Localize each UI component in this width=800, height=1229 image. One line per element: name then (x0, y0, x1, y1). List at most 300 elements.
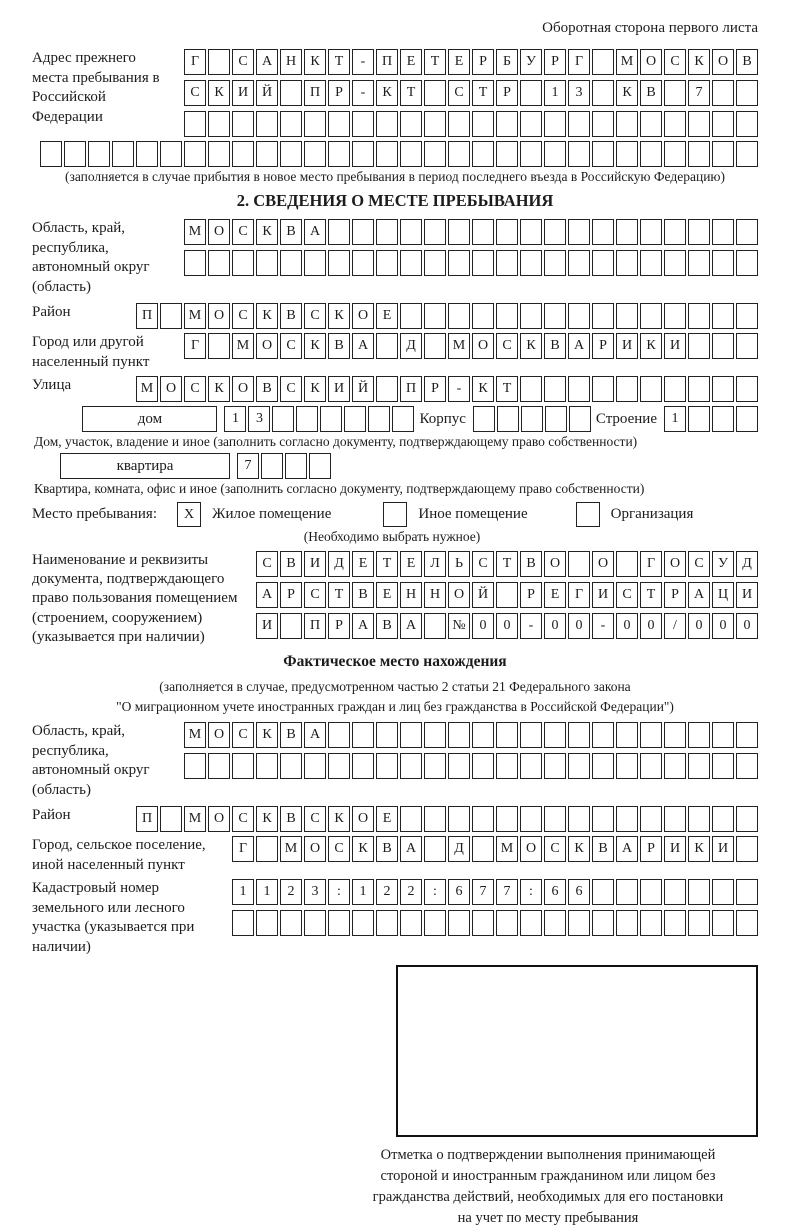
char-cell: С (304, 303, 326, 329)
char-cell: О (640, 49, 662, 75)
prev-address-row-3 (182, 111, 758, 137)
char-cell (328, 722, 350, 748)
char-cell: Е (448, 49, 470, 75)
char-cell (616, 376, 638, 402)
char-cell: И (664, 836, 686, 862)
char-cell: Р (640, 836, 662, 862)
char-cell: К (304, 333, 326, 359)
char-cell: С (688, 551, 710, 577)
char-cell (280, 111, 302, 137)
char-cell (520, 219, 542, 245)
char-cell: У (712, 551, 734, 577)
char-cell (520, 303, 542, 329)
char-cell: О (352, 303, 374, 329)
fact-oblast-row-1 (182, 722, 758, 748)
char-cell (309, 453, 331, 479)
char-cell (520, 806, 542, 832)
char-cell: М (448, 333, 470, 359)
char-cell: И (232, 80, 254, 106)
fact-oblast-field (32, 722, 758, 800)
char-cell (545, 406, 567, 432)
char-cell: О (712, 49, 734, 75)
char-cell (664, 141, 686, 167)
char-cell (664, 376, 686, 402)
char-cell (304, 111, 326, 137)
char-cell: К (256, 303, 278, 329)
gorod-field (32, 333, 758, 372)
char-cell: Е (544, 582, 566, 608)
char-cell (520, 753, 542, 779)
char-cell (400, 722, 422, 748)
char-cell: Р (520, 582, 542, 608)
section2-title: 2. СВЕДЕНИЯ О МЕСТЕ ПРЕБЫВАНИЯ (236, 191, 554, 210)
char-cell: К (328, 303, 350, 329)
char-cell: Б (496, 49, 518, 75)
char-cell (736, 376, 758, 402)
document-rows (254, 551, 758, 647)
char-cell (448, 806, 470, 832)
kadastr-row-2 (230, 910, 758, 936)
char-cell: Л (424, 551, 446, 577)
char-cell (592, 303, 614, 329)
char-cell (208, 49, 230, 75)
char-cell (472, 722, 494, 748)
char-cell (424, 303, 446, 329)
char-cell: 0 (472, 613, 494, 639)
char-cell: В (280, 806, 302, 832)
char-cell (568, 910, 590, 936)
char-cell: С (472, 551, 494, 577)
char-cell (160, 303, 182, 329)
char-cell (232, 910, 254, 936)
char-cell (736, 80, 758, 106)
char-cell (736, 406, 758, 432)
document-row-2 (254, 582, 758, 608)
char-cell: П (136, 806, 158, 832)
char-cell (664, 753, 686, 779)
checkbox-organizatsiya (576, 502, 600, 527)
char-cell: С (232, 49, 254, 75)
char-cell: 7 (237, 453, 259, 479)
char-cell (592, 753, 614, 779)
char-cell (472, 836, 494, 862)
oblast-label: Область, край, республика, автономный округ (область) (32, 220, 150, 295)
char-cell: М (232, 333, 254, 359)
char-cell (352, 250, 374, 276)
char-cell (184, 753, 206, 779)
stamp-caption-line-1: Отметка о подтверждении выполнения принимающей (380, 1147, 716, 1164)
char-cell: К (256, 806, 278, 832)
char-cell (448, 753, 470, 779)
char-cell (424, 722, 446, 748)
char-cell: С (616, 582, 638, 608)
kvartira-row (60, 453, 758, 479)
char-cell: П (304, 80, 326, 106)
char-cell (592, 141, 614, 167)
ulitsa-label: Улица (32, 377, 72, 393)
char-cell (640, 250, 662, 276)
char-cell (592, 80, 614, 106)
char-cell (544, 111, 566, 137)
char-cell (256, 250, 278, 276)
char-cell (424, 111, 446, 137)
char-cell (640, 376, 662, 402)
char-cell (472, 303, 494, 329)
char-cell (496, 219, 518, 245)
char-cell: 1 (352, 879, 374, 905)
char-cell: Е (376, 806, 398, 832)
korpus-label: Корпус (419, 411, 466, 427)
kvartira-caption: Квартира, комната, офис и иное (заполнить согласно документу, подтверждающему право собственности) (34, 481, 645, 496)
document-row-3 (254, 613, 758, 639)
fact-gorod-field (32, 836, 758, 875)
char-cell: К (208, 376, 230, 402)
char-cell (256, 836, 278, 862)
char-cell: Т (376, 551, 398, 577)
char-cell (688, 141, 710, 167)
char-cell: О (544, 551, 566, 577)
char-cell: С (304, 806, 326, 832)
char-cell: И (256, 613, 278, 639)
char-cell: Д (400, 333, 422, 359)
char-cell (640, 303, 662, 329)
char-cell: С (232, 219, 254, 245)
char-cell (616, 219, 638, 245)
char-cell (688, 250, 710, 276)
char-cell: У (520, 49, 542, 75)
oblast-row-1 (182, 219, 758, 245)
char-cell: О (472, 333, 494, 359)
char-cell: К (352, 836, 374, 862)
fact-raion-row (134, 806, 758, 832)
char-cell: О (304, 836, 326, 862)
char-cell (640, 141, 662, 167)
checkbox-inoe (383, 502, 407, 527)
char-cell (616, 879, 638, 905)
char-cell: В (520, 551, 542, 577)
char-cell: В (280, 722, 302, 748)
char-cell (736, 250, 758, 276)
char-cell (352, 910, 374, 936)
char-cell (64, 141, 86, 167)
char-cell (736, 111, 758, 137)
char-cell (688, 722, 710, 748)
char-cell: Й (256, 80, 278, 106)
char-cell (368, 406, 390, 432)
char-cell: А (352, 613, 374, 639)
char-cell (712, 406, 734, 432)
char-cell (472, 219, 494, 245)
char-cell (664, 250, 686, 276)
stamp-box (396, 965, 758, 1137)
char-cell (400, 303, 422, 329)
document-field (32, 551, 758, 647)
char-cell (304, 141, 326, 167)
char-cell: Р (280, 582, 302, 608)
oblast-rows (182, 219, 758, 297)
char-cell (568, 376, 590, 402)
char-cell (736, 836, 758, 862)
char-cell: 0 (712, 613, 734, 639)
fact-oblast-row-2 (182, 753, 758, 779)
char-cell: М (184, 806, 206, 832)
char-cell: Т (400, 80, 422, 106)
char-cell: Е (376, 582, 398, 608)
gorod-label: Город или другой населенный пункт (32, 334, 150, 370)
char-cell: С (232, 806, 254, 832)
char-cell (544, 376, 566, 402)
char-cell (296, 406, 318, 432)
char-cell (376, 111, 398, 137)
char-cell: И (304, 551, 326, 577)
char-cell: К (208, 80, 230, 106)
char-cell (520, 80, 542, 106)
char-cell (640, 753, 662, 779)
char-cell (304, 910, 326, 936)
char-cell (208, 753, 230, 779)
char-cell: Р (544, 49, 566, 75)
char-cell: 7 (472, 879, 494, 905)
char-cell (328, 219, 350, 245)
char-cell: К (520, 333, 542, 359)
char-cell (712, 910, 734, 936)
char-cell (520, 111, 542, 137)
char-cell (640, 806, 662, 832)
char-cell: А (304, 722, 326, 748)
char-cell (592, 910, 614, 936)
char-cell (712, 111, 734, 137)
char-cell (616, 910, 638, 936)
char-cell (592, 722, 614, 748)
char-cell (736, 333, 758, 359)
char-cell: М (280, 836, 302, 862)
char-cell (328, 111, 350, 137)
char-cell (285, 453, 307, 479)
korpus-cells (471, 406, 591, 432)
char-cell (664, 806, 686, 832)
char-cell (352, 219, 374, 245)
char-cell (712, 80, 734, 106)
char-cell: 0 (736, 613, 758, 639)
mesto-note: (Необходимо выбрать нужное) (303, 529, 481, 544)
prev-address-note: (заполняется в случае прибытия в новое место пребывания в период последнего въезда в Российскую Федерацию) (64, 169, 726, 184)
char-cell: Д (448, 836, 470, 862)
char-cell (256, 111, 278, 137)
char-cell: В (328, 333, 350, 359)
char-cell (496, 141, 518, 167)
char-cell (568, 141, 590, 167)
char-cell (736, 141, 758, 167)
char-cell (712, 141, 734, 167)
char-cell: Р (592, 333, 614, 359)
char-cell: В (736, 49, 758, 75)
char-cell (256, 910, 278, 936)
char-cell: : (520, 879, 542, 905)
char-cell (688, 910, 710, 936)
char-cell: О (664, 551, 686, 577)
char-cell: Т (328, 582, 350, 608)
char-cell (424, 753, 446, 779)
char-cell: Е (352, 551, 374, 577)
char-cell: 3 (568, 80, 590, 106)
char-cell (272, 406, 294, 432)
char-cell: 0 (544, 613, 566, 639)
mesto-label: Место пребывания: (32, 506, 157, 522)
char-cell (736, 910, 758, 936)
char-cell: Т (328, 49, 350, 75)
char-cell (736, 806, 758, 832)
char-cell (544, 722, 566, 748)
char-cell (376, 753, 398, 779)
char-cell (640, 910, 662, 936)
fact-oblast-label: Область, край, республика, автономный округ (область) (32, 723, 150, 798)
char-cell (448, 910, 470, 936)
char-cell: 6 (568, 879, 590, 905)
char-cell (280, 910, 302, 936)
char-cell: С (496, 333, 518, 359)
char-cell: О (592, 551, 614, 577)
char-cell (400, 753, 422, 779)
char-cell (712, 376, 734, 402)
char-cell: И (328, 376, 350, 402)
char-cell (448, 219, 470, 245)
char-cell (664, 722, 686, 748)
gorod-row (182, 333, 758, 372)
char-cell (616, 753, 638, 779)
char-cell: В (376, 613, 398, 639)
char-cell: Г (640, 551, 662, 577)
char-cell (712, 753, 734, 779)
char-cell (184, 250, 206, 276)
fact-gorod-row (230, 836, 758, 875)
char-cell: К (472, 376, 494, 402)
char-cell (232, 753, 254, 779)
char-cell: К (568, 836, 590, 862)
char-cell (424, 613, 446, 639)
char-cell (473, 406, 495, 432)
char-cell: М (496, 836, 518, 862)
char-cell (472, 753, 494, 779)
char-cell: И (616, 333, 638, 359)
kadastr-field (32, 879, 758, 957)
char-cell: С (664, 49, 686, 75)
char-cell (472, 111, 494, 137)
char-cell: И (592, 582, 614, 608)
prev-address-row-2 (182, 80, 758, 106)
char-cell (280, 753, 302, 779)
char-cell (344, 406, 366, 432)
kvartira-cells (235, 453, 331, 479)
char-cell: 2 (280, 879, 302, 905)
fact-captions (32, 677, 758, 716)
char-cell (320, 406, 342, 432)
prev-address-row-1 (182, 49, 758, 75)
option-inoe-label: Иное помещение (418, 506, 528, 522)
char-cell: 0 (640, 613, 662, 639)
char-cell (448, 141, 470, 167)
char-cell: Д (736, 551, 758, 577)
char-cell: О (208, 219, 230, 245)
char-cell: С (544, 836, 566, 862)
char-cell: И (736, 582, 758, 608)
char-cell (712, 722, 734, 748)
char-cell (688, 879, 710, 905)
char-cell: С (232, 722, 254, 748)
char-cell (568, 551, 590, 577)
char-cell: Г (184, 333, 206, 359)
stamp-caption-line-3: гражданства действий, необходимых для его постановки (372, 1189, 724, 1206)
char-cell (424, 806, 446, 832)
char-cell (544, 753, 566, 779)
char-cell (496, 910, 518, 936)
char-cell: А (568, 333, 590, 359)
char-cell: Г (184, 49, 206, 75)
fact-oblast-rows (182, 722, 758, 800)
char-cell (424, 333, 446, 359)
stamp-caption (338, 1145, 758, 1229)
char-cell: Й (472, 582, 494, 608)
prev-address-rows (182, 49, 758, 137)
char-cell (688, 806, 710, 832)
char-cell (352, 722, 374, 748)
char-cell: 2 (400, 879, 422, 905)
char-cell (736, 219, 758, 245)
char-cell: С (256, 551, 278, 577)
char-cell: 7 (688, 80, 710, 106)
char-cell (616, 303, 638, 329)
char-cell (376, 376, 398, 402)
char-cell (472, 806, 494, 832)
char-cell: 3 (248, 406, 270, 432)
char-cell (424, 836, 446, 862)
char-cell: О (208, 722, 230, 748)
char-cell (424, 141, 446, 167)
char-cell (616, 250, 638, 276)
dom-row (32, 406, 758, 432)
char-cell: О (208, 806, 230, 832)
char-cell (688, 111, 710, 137)
char-cell (472, 141, 494, 167)
char-cell (712, 879, 734, 905)
char-cell: Р (328, 613, 350, 639)
char-cell: А (352, 333, 374, 359)
char-cell (736, 753, 758, 779)
char-cell: Ь (448, 551, 470, 577)
char-cell: В (592, 836, 614, 862)
char-cell (328, 910, 350, 936)
char-cell (232, 250, 254, 276)
ulitsa-row (134, 376, 758, 402)
char-cell: С (304, 582, 326, 608)
char-cell: П (400, 376, 422, 402)
char-cell: 0 (688, 613, 710, 639)
char-cell (544, 219, 566, 245)
char-cell (520, 722, 542, 748)
char-cell (376, 141, 398, 167)
char-cell (184, 111, 206, 137)
char-cell: Е (400, 551, 422, 577)
char-cell (712, 219, 734, 245)
char-cell (208, 250, 230, 276)
char-cell (208, 111, 230, 137)
char-cell: К (256, 722, 278, 748)
option-organizatsiya-label: Организация (610, 506, 694, 522)
char-cell (616, 141, 638, 167)
char-cell: 0 (568, 613, 590, 639)
kadastr-row-1 (230, 879, 758, 905)
char-cell: С (232, 303, 254, 329)
char-cell (400, 141, 422, 167)
